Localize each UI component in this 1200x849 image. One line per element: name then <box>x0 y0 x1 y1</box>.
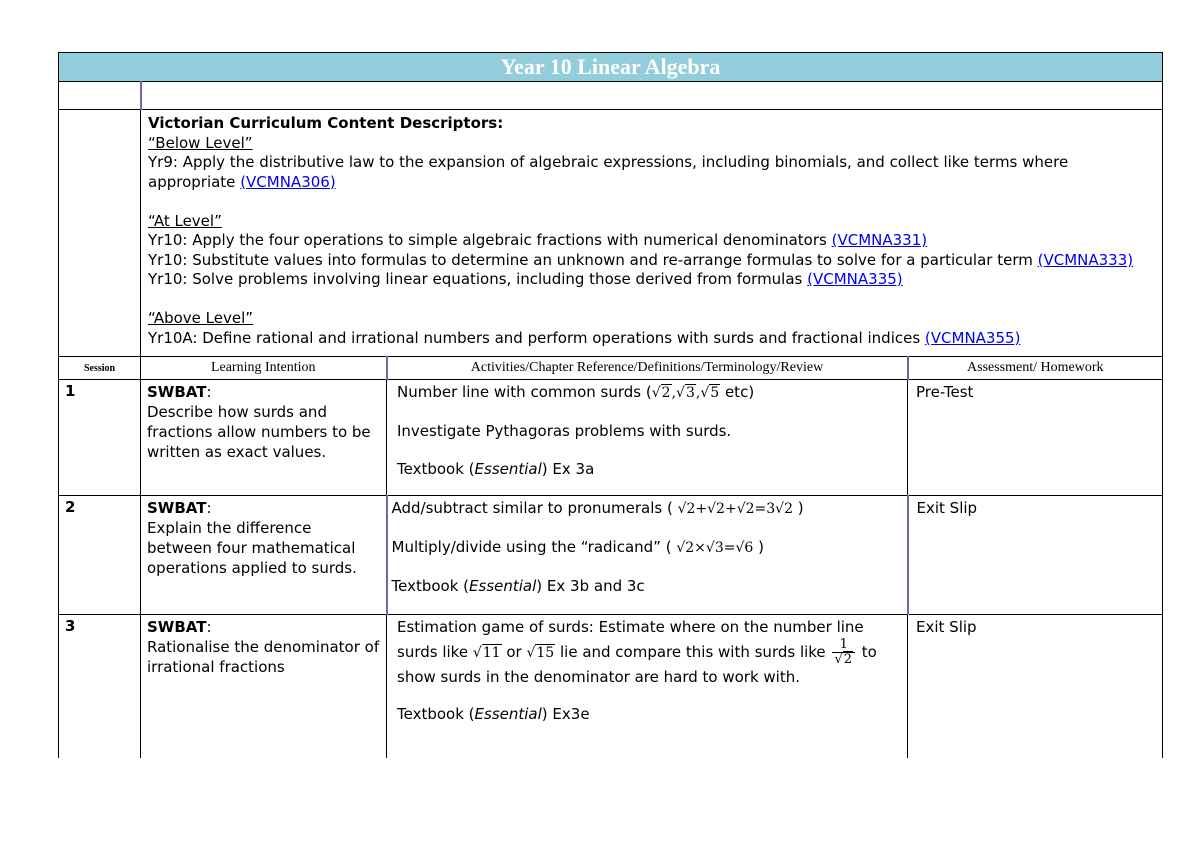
assessment: Pre-Test <box>908 380 1163 496</box>
column-header-row <box>59 357 1163 380</box>
radicand: 2 <box>843 652 853 667</box>
fraction-denominator: √2 <box>834 652 853 667</box>
fraction-numerator: 1 <box>832 638 855 653</box>
textbook-name: Essential <box>474 460 542 478</box>
activities-header: Activities/Chapter Reference/Definitions/Terminology/Review <box>387 357 908 380</box>
swbat-line: SWBAT: <box>147 499 212 517</box>
descriptor-item <box>148 270 1156 290</box>
swbat-line: SWBAT: <box>147 383 212 401</box>
activities <box>387 496 908 615</box>
vcmna306-link[interactable]: (VCMNA306) <box>240 172 336 191</box>
descriptors-row <box>59 110 1163 357</box>
swbat-label: SWBAT <box>147 383 207 401</box>
textbook-name: Essential <box>469 577 537 595</box>
session-number: 1 <box>59 380 141 496</box>
activity-text: ) <box>793 499 804 517</box>
activity-text: Textbook ( <box>397 460 475 478</box>
activity-line <box>397 459 899 479</box>
swbat-label: SWBAT <box>147 618 207 636</box>
swbat-line: SWBAT: <box>147 618 212 636</box>
activity-line <box>397 382 899 403</box>
activity-text: etc) <box>720 383 755 401</box>
activity-text: or <box>501 643 527 661</box>
activity-line <box>392 576 899 596</box>
assessment: Exit Slip <box>908 496 1163 615</box>
activity-text: to show surds in the denominator are hard to work with. <box>397 643 877 686</box>
vcmna355-link[interactable]: (VCMNA355) <box>924 328 1021 347</box>
session-number: 3 <box>59 615 141 758</box>
activity-text: Textbook ( <box>391 577 470 595</box>
activity-text: Textbook ( <box>397 705 475 723</box>
activity-line <box>397 704 899 725</box>
activities <box>387 380 908 496</box>
activity-line <box>397 617 899 688</box>
lesson-plan-table <box>58 52 1163 758</box>
title-row <box>59 53 1163 82</box>
blank-row <box>59 82 1163 110</box>
session-number: 2 <box>59 496 141 615</box>
activity-text: Add/subtract similar to pronumerals ( <box>391 499 678 517</box>
intention-text: Describe how surds and fractions allow numbers to be written as exact values. <box>147 403 371 461</box>
fraction <box>832 638 855 667</box>
session-row <box>59 380 1163 496</box>
surd: √11 <box>472 645 501 661</box>
intention-text: Rationalise the denominator of irrational fractions <box>147 638 380 676</box>
learning-intention <box>141 615 387 758</box>
radicand: 5 <box>710 385 720 401</box>
descriptor-text: Yr10A: Define rational and irrational numbers and perform operations with surds and fractional indices <box>148 328 925 347</box>
learning-intention <box>141 380 387 496</box>
vcmna333-link[interactable]: (VCMNA333) <box>1037 250 1134 269</box>
textbook-name: Essential <box>474 705 542 723</box>
assessment: Exit Slip <box>908 615 1163 758</box>
blank-cell <box>59 82 141 110</box>
above-level-label: “Above Level” <box>148 309 254 327</box>
activity-text: lie and compare this with surds like <box>555 643 831 661</box>
intention-text: Explain the difference between four mathematical operations applied to surds. <box>147 519 357 577</box>
learning-intention-header: Learning Intention <box>141 357 387 380</box>
activity-text: ) Ex 3b and 3c <box>536 577 645 595</box>
descriptors-heading: Victorian Curriculum Content Descriptors: <box>148 114 504 132</box>
learning-intention <box>141 496 387 615</box>
curriculum-descriptors <box>141 110 1163 357</box>
session-row <box>59 496 1163 615</box>
blank-cell <box>141 82 1163 110</box>
blank-cell <box>59 110 141 357</box>
activity-line: Investigate Pythagoras problems with surds. <box>397 422 732 440</box>
session-header: Session <box>59 357 141 380</box>
activity-text: Estimation game of surds: Estimate where on the number line surds like <box>397 618 864 661</box>
vcmna335-link[interactable]: (VCMNA335) <box>807 270 903 288</box>
descriptor-item <box>148 153 1156 192</box>
activities <box>387 615 908 758</box>
spacer <box>148 192 1156 212</box>
lesson-plan <box>58 52 1162 758</box>
vcmna331-link[interactable]: (VCMNA331) <box>831 231 928 249</box>
radicand: 11 <box>482 645 501 661</box>
surd-expression: √2+√2+√2=3√2 <box>677 501 793 517</box>
surd: √15 <box>526 645 555 661</box>
below-level-label: “Below Level” <box>148 133 253 152</box>
surd-expression: √2×√3=√6 <box>676 540 754 556</box>
descriptor-text: Yr10: Solve problems involving linear equations, including those derived from formulas <box>148 270 808 288</box>
radicand: 3 <box>685 385 695 401</box>
activity-text: Number line with common surds ( <box>397 383 652 401</box>
session-row <box>59 615 1163 758</box>
spacer <box>148 290 1156 310</box>
activity-text: ) Ex 3a <box>541 460 595 478</box>
descriptor-text: Yr10: Substitute values into formulas to determine an unknown and re-arrange formulas to solve for a particular term <box>148 250 1038 269</box>
activity-text: Multiply/divide using the “radicand” ( <box>391 538 677 556</box>
activity-line <box>392 537 899 558</box>
descriptor-item <box>148 251 1156 271</box>
radicand: 2 <box>661 385 671 401</box>
at-level-label: “At Level” <box>148 211 222 230</box>
radicand: 15 <box>536 645 555 661</box>
assessment-header: Assessment/ Homework <box>908 357 1163 380</box>
activity-text: ) <box>753 538 764 556</box>
descriptor-item <box>148 231 1156 251</box>
descriptor-text: Yr9: Apply the distributive law to the expansion of algebraic expressions, including binomials, and collect like terms where appropriate <box>148 153 1069 191</box>
descriptor-item <box>148 329 1156 349</box>
activity-text: ) Ex3e <box>541 705 590 723</box>
swbat-label: SWBAT <box>147 499 207 517</box>
descriptor-text: Yr10: Apply the four operations to simple algebraic fractions with numerical denominators <box>148 231 832 249</box>
activity-line <box>392 498 899 519</box>
page-title: Year 10 Linear Algebra <box>59 53 1163 82</box>
surd-list: √2,√3,√5 <box>651 385 720 401</box>
